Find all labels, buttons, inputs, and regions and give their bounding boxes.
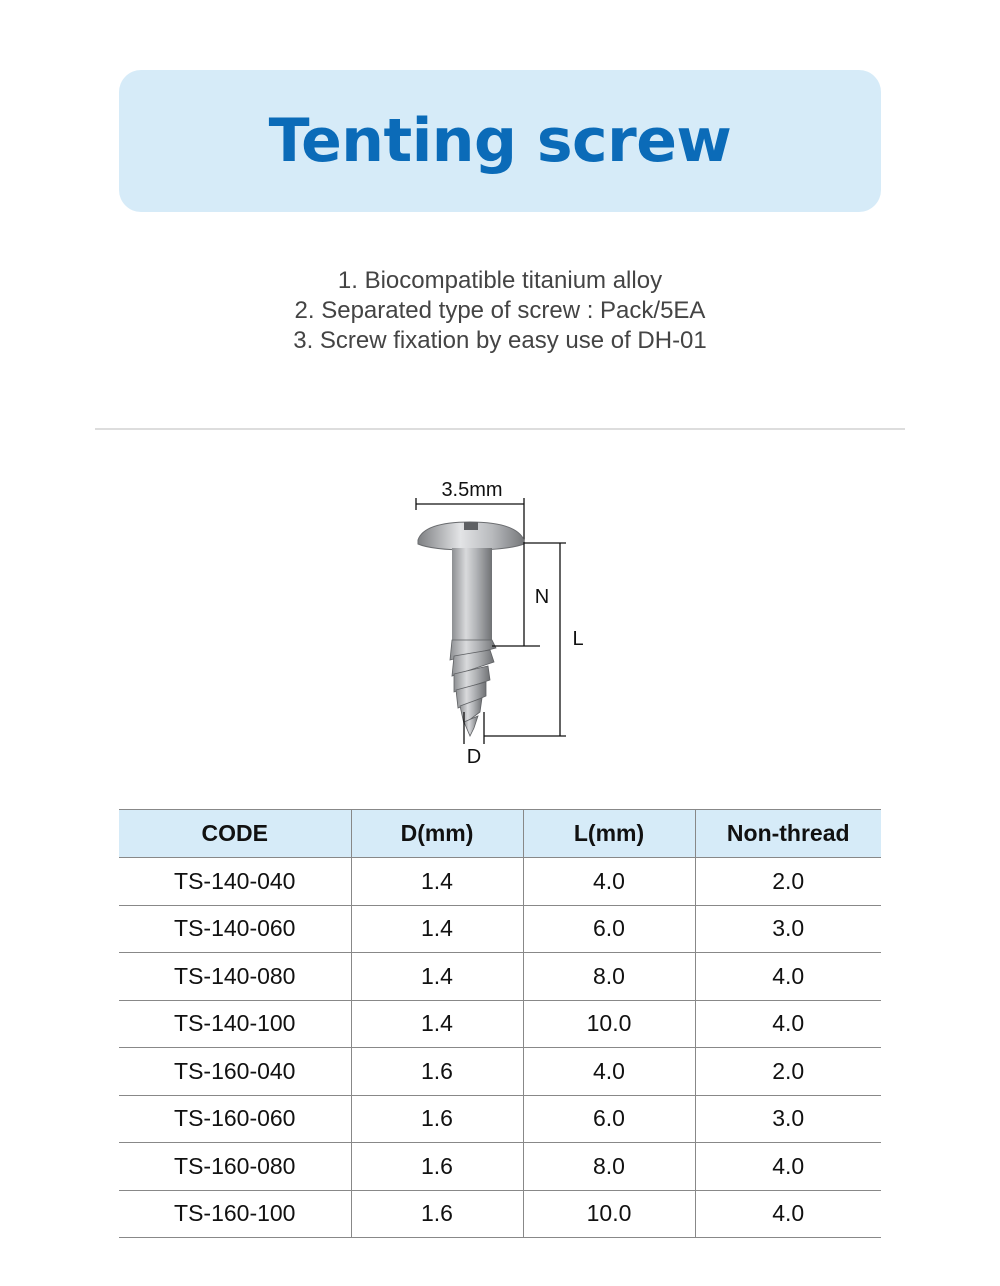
spec-table bbox=[119, 809, 881, 1238]
non-thread-label: N bbox=[534, 586, 550, 608]
cell-diameter: 1.6 bbox=[351, 1048, 523, 1096]
cell-code: TS-140-100 bbox=[119, 1000, 351, 1048]
cell-diameter: 1.4 bbox=[351, 953, 523, 1001]
screw-shank bbox=[452, 548, 492, 644]
cell-diameter: 1.4 bbox=[351, 905, 523, 953]
cell-code: TS-140-040 bbox=[119, 858, 351, 906]
head-diameter-label: 3.5mm bbox=[441, 479, 503, 501]
cell-code: TS-160-100 bbox=[119, 1190, 351, 1238]
length-dimension bbox=[484, 543, 584, 736]
cell-length: 4.0 bbox=[523, 1048, 695, 1096]
column-header-code: CODE bbox=[119, 810, 351, 858]
cell-diameter: 1.6 bbox=[351, 1095, 523, 1143]
section-divider bbox=[95, 428, 905, 430]
cell-code: TS-140-080 bbox=[119, 953, 351, 1001]
feature-item: 1. Biocompatible titanium alloy bbox=[337, 267, 663, 294]
cell-diameter: 1.6 bbox=[351, 1190, 523, 1238]
table-header-row bbox=[119, 810, 881, 858]
cell-length: 10.0 bbox=[523, 1190, 695, 1238]
cell-code: TS-160-060 bbox=[119, 1095, 351, 1143]
table-row bbox=[119, 953, 881, 1001]
cell-diameter: 1.4 bbox=[351, 1000, 523, 1048]
cell-non-thread: 3.0 bbox=[695, 905, 881, 953]
page-title: Tenting screw bbox=[268, 106, 732, 176]
table-row bbox=[119, 905, 881, 953]
column-header-diameter: D(mm) bbox=[351, 810, 523, 858]
screw-diagram bbox=[380, 470, 620, 780]
cell-code: TS-160-080 bbox=[119, 1143, 351, 1191]
screw-illustration bbox=[380, 470, 620, 780]
table-row bbox=[119, 1048, 881, 1096]
cell-non-thread: 2.0 bbox=[695, 858, 881, 906]
cell-length: 8.0 bbox=[523, 953, 695, 1001]
cell-non-thread: 3.0 bbox=[695, 1095, 881, 1143]
table-row bbox=[119, 1000, 881, 1048]
length-label: L bbox=[572, 628, 584, 650]
screw-threads bbox=[450, 640, 496, 736]
cell-diameter: 1.4 bbox=[351, 858, 523, 906]
cell-non-thread: 4.0 bbox=[695, 953, 881, 1001]
column-header-length: L(mm) bbox=[523, 810, 695, 858]
diameter-label: D bbox=[466, 746, 482, 768]
cell-length: 6.0 bbox=[523, 905, 695, 953]
non-thread-dimension bbox=[492, 542, 549, 646]
cell-diameter: 1.6 bbox=[351, 1143, 523, 1191]
column-header-non-thread: Non-thread bbox=[695, 810, 881, 858]
cell-length: 8.0 bbox=[523, 1143, 695, 1191]
cell-length: 6.0 bbox=[523, 1095, 695, 1143]
table-row bbox=[119, 858, 881, 906]
cell-code: TS-140-060 bbox=[119, 905, 351, 953]
cell-length: 10.0 bbox=[523, 1000, 695, 1048]
cell-non-thread: 4.0 bbox=[695, 1190, 881, 1238]
feature-item: 3. Screw fixation by easy use of DH-01 bbox=[293, 327, 707, 354]
feature-list bbox=[0, 266, 1000, 356]
screw-head bbox=[418, 522, 524, 550]
feature-item: 2. Separated type of screw : Pack/5EA bbox=[294, 297, 706, 324]
table-row bbox=[119, 1095, 881, 1143]
cell-non-thread: 4.0 bbox=[695, 1143, 881, 1191]
cell-non-thread: 4.0 bbox=[695, 1000, 881, 1048]
table-row bbox=[119, 1143, 881, 1191]
cell-code: TS-160-040 bbox=[119, 1048, 351, 1096]
cell-non-thread: 2.0 bbox=[695, 1048, 881, 1096]
title-banner bbox=[119, 70, 881, 212]
cell-length: 4.0 bbox=[523, 858, 695, 906]
table-row bbox=[119, 1190, 881, 1238]
